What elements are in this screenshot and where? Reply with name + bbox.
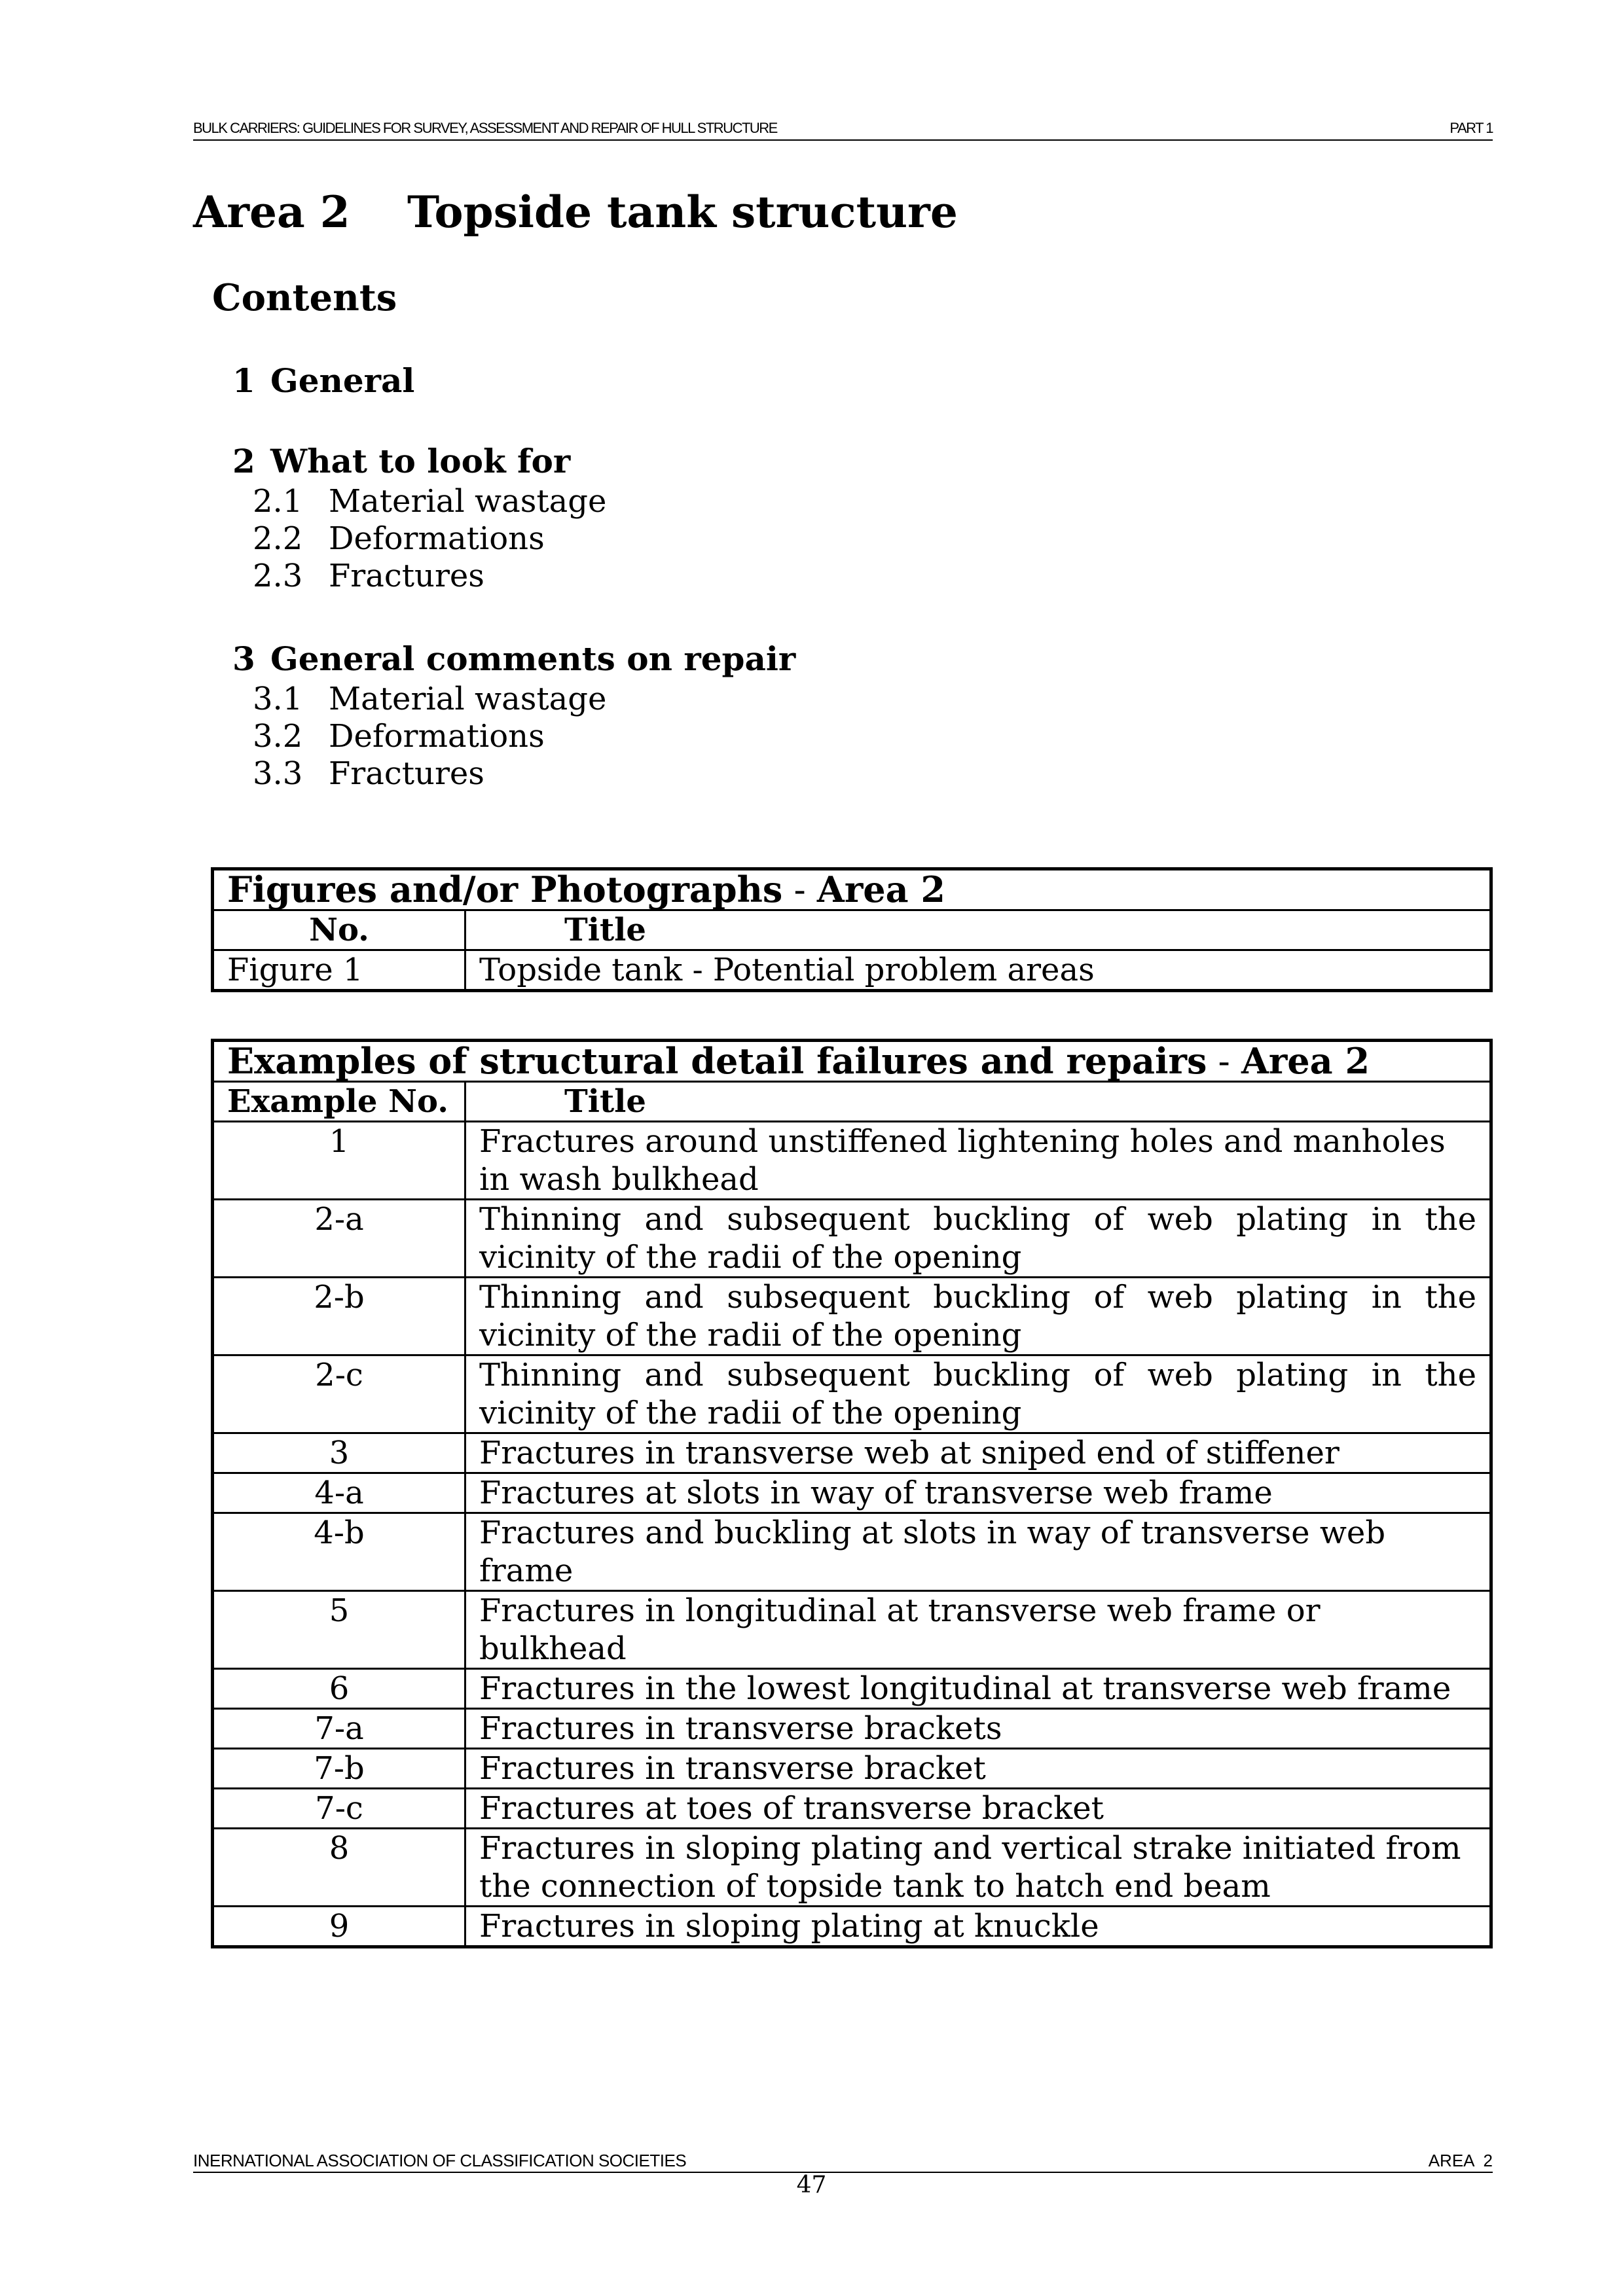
example-title: Thinning and subsequent buckling of web plating in the vicinity of the radii of the opening	[465, 1278, 1491, 1355]
contents-subsection	[253, 755, 484, 792]
table-title-area: Area 2	[816, 869, 945, 910]
example-number: 7-a	[213, 1709, 465, 1749]
figure-title: Topside tank - Potential problem areas	[465, 950, 1491, 991]
column-header-no: No.	[213, 910, 465, 950]
example-number: 2-b	[213, 1278, 465, 1355]
subsection-label: Fractures	[329, 755, 484, 792]
area-title: Topside tank structure	[407, 187, 958, 238]
table-row	[213, 1829, 1491, 1907]
example-number: 1	[213, 1122, 465, 1200]
table-row	[213, 1709, 1491, 1749]
section-label: What to look for	[270, 442, 571, 480]
table-row	[213, 1278, 1491, 1355]
contents-subsection	[253, 483, 606, 520]
example-number: 9	[213, 1907, 465, 1947]
section-number: 2	[232, 442, 255, 480]
contents-subsection	[253, 718, 545, 755]
table-title-text: Figures and/or Photographs	[227, 869, 783, 910]
section-number: 3	[232, 639, 255, 678]
subsection-label: Material wastage	[329, 483, 607, 520]
figures-table	[211, 867, 1493, 992]
contents-section-3	[232, 639, 795, 678]
example-title: Fractures in the lowest longitudinal at transverse web frame	[465, 1669, 1491, 1709]
figure-number: Figure 1	[213, 950, 465, 991]
section-number: 1	[232, 361, 255, 400]
example-number: 2-c	[213, 1355, 465, 1433]
example-number: 6	[213, 1669, 465, 1709]
table-title-area: Area 2	[1241, 1040, 1370, 1082]
contents-subsection	[253, 681, 606, 717]
example-title: Fractures in longitudinal at transverse web frame or bulkhead	[465, 1591, 1491, 1669]
example-number: 4-a	[213, 1473, 465, 1513]
subsection-label: Fractures	[329, 558, 484, 594]
footer-area: AREA 2	[1428, 2151, 1493, 2170]
subsection-number: 3.3	[253, 755, 303, 792]
subsection-number: 2.2	[253, 520, 303, 557]
subsection-number: 2.1	[253, 483, 303, 520]
running-footer	[193, 2151, 1493, 2173]
table-title-separator: -	[1207, 1041, 1241, 1082]
example-title: Fractures around unstiffened lightening holes and manholes in wash bulkhead	[465, 1122, 1491, 1200]
table-row	[213, 1433, 1491, 1473]
contents-subsection	[253, 558, 484, 594]
table-row	[213, 1473, 1491, 1513]
table-row	[213, 1200, 1491, 1278]
table-row	[213, 1749, 1491, 1789]
section-label: General	[270, 361, 415, 400]
example-title: Fractures in transverse web at sniped end of stiffener	[465, 1433, 1491, 1473]
page-number: 47	[796, 2172, 827, 2198]
column-header-no: Example No.	[213, 1082, 465, 1122]
area-label: Area 2	[193, 187, 350, 238]
table-row	[213, 1122, 1491, 1200]
example-number: 8	[213, 1829, 465, 1907]
examples-table	[211, 1039, 1493, 1948]
column-header-title: Title	[465, 1082, 1491, 1122]
example-title: Fractures and buckling at slots in way of transverse web frame	[465, 1513, 1491, 1591]
running-header	[193, 120, 1493, 141]
example-number: 5	[213, 1591, 465, 1669]
table-row	[213, 1669, 1491, 1709]
subsection-label: Deformations	[329, 718, 545, 755]
page-title	[193, 187, 958, 238]
figures-table-title	[213, 869, 1491, 910]
table-title-separator: -	[782, 869, 817, 910]
footer-organization: INERNATIONAL ASSOCIATION OF CLASSIFICATION SOCIETIES	[193, 2151, 687, 2170]
example-title: Fractures in sloping plating and vertical strake initiated from the connection of topside tank to hatch end beam	[465, 1829, 1491, 1907]
contents-subsection	[253, 520, 545, 557]
example-number: 2-a	[213, 1200, 465, 1278]
example-title: Fractures at toes of transverse bracket	[465, 1789, 1491, 1829]
example-number: 7-b	[213, 1749, 465, 1789]
contents-section-1	[232, 361, 414, 400]
subsection-label: Material wastage	[329, 681, 607, 717]
subsection-number: 2.3	[253, 558, 303, 594]
table-row	[213, 1907, 1491, 1947]
example-title: Fractures at slots in way of transverse web frame	[465, 1473, 1491, 1513]
section-label: General comments on repair	[270, 639, 796, 678]
example-number: 7-c	[213, 1789, 465, 1829]
subsection-number: 3.2	[253, 718, 303, 755]
example-number: 3	[213, 1433, 465, 1473]
example-title: Fractures in transverse brackets	[465, 1709, 1491, 1749]
subsection-number: 3.1	[253, 681, 303, 717]
table-row	[213, 1355, 1491, 1433]
example-number: 4-b	[213, 1513, 465, 1591]
subsection-label: Deformations	[329, 520, 545, 557]
table-title-text: Examples of structural detail failures and repairs	[227, 1040, 1207, 1082]
table-row	[213, 1513, 1491, 1591]
table-row	[213, 1789, 1491, 1829]
example-title: Thinning and subsequent buckling of web plating in the vicinity of the radii of the opening	[465, 1200, 1491, 1278]
table-row	[213, 950, 1491, 991]
table-row	[213, 1591, 1491, 1669]
example-title: Fractures in transverse bracket	[465, 1749, 1491, 1789]
example-title: Fractures in sloping plating at knuckle	[465, 1907, 1491, 1947]
contents-section-2	[232, 442, 570, 480]
example-title: Thinning and subsequent buckling of web plating in the vicinity of the radii of the opening	[465, 1355, 1491, 1433]
examples-table-title	[213, 1041, 1491, 1082]
contents-heading: Contents	[212, 276, 397, 319]
column-header-title: Title	[465, 910, 1491, 950]
header-title: BULK CARRIERS: GUIDELINES FOR SURVEY, ASSESSMENT AND REPAIR OF HULL STRUCTURE	[193, 120, 777, 136]
header-part: PART 1	[1450, 120, 1493, 136]
